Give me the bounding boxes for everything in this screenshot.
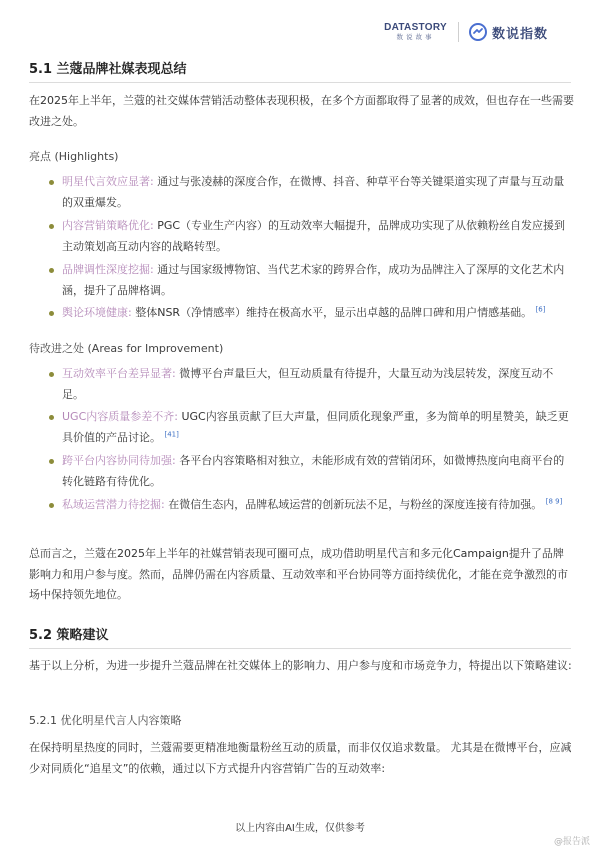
subsection-title-5-2-1: 5.2.1 优化明星代言人内容策略 xyxy=(29,714,182,727)
improvements-heading: 待改进之处 (Areas for Improvement) xyxy=(29,342,224,355)
improvement-text: 在微信生态内，品牌私域运营的创新玩法不足，与粉丝的深度连接有待加强。 xyxy=(168,498,543,511)
bullet-dot xyxy=(49,268,54,273)
subsection-paragraph: 在保持明星热度的同时，兰蔻需要更精准地衡量粉丝互动的质量，而非仅仅追求数量。 尤其是在微博平台，应减少对同质化“追星文”的依赖，通过以下方式提升内容营销广告的互动效率: xyxy=(29,741,572,775)
bullet-dot xyxy=(49,224,54,229)
highlight-text: 通过与国家级博物馆、当代艺术家的跨界合作，成功为品牌注入了深厚的文化艺术内涵，提升了品牌格调。 xyxy=(62,263,565,297)
watermark: @报告派 xyxy=(553,837,590,847)
brand-logo xyxy=(469,23,548,42)
improvement-keyword: UGC内容质量参差不齐: xyxy=(62,410,178,423)
header-divider xyxy=(458,22,459,42)
highlight-keyword: 品牌调性深度挖掘: xyxy=(62,263,154,276)
highlights-heading: 亮点 (Highlights) xyxy=(29,150,119,163)
datastory-logo xyxy=(384,22,447,42)
bullet-dot xyxy=(49,311,54,316)
intro-paragraph: 在2025年上半年，兰蔻的社交媒体营销活动整体表现积极，在多个方面都取得了显著的成效，但也存在一些需要改进之处。 xyxy=(29,94,574,128)
highlight-text: 整体NSR（净情感率）维持在极高水平，显示出卓越的品牌口碑和用户情感基础。 xyxy=(135,306,533,319)
highlight-keyword: 舆论环境健康: xyxy=(62,306,132,319)
improvement-text: 各平台内容策略相对独立，未能形成有效的营销闭环，如微博热度向电商平台的转化链路有待优化。 xyxy=(62,454,565,488)
section-title-5-2: 5.2 策略建议 xyxy=(29,628,109,643)
section-divider xyxy=(29,82,571,83)
brand-logo-icon xyxy=(469,23,487,41)
bullet-dot xyxy=(49,459,54,464)
highlight-keyword: 内容营销策略优化: xyxy=(62,219,154,232)
bullet-dot xyxy=(49,503,54,508)
improvement-text: 微博平台声量巨大，但互动质量有待提升，大量互动为浅层转发，深度互动不足。 xyxy=(62,367,554,401)
section-divider xyxy=(29,648,571,649)
datastory-logo-text: DATASTORY xyxy=(384,22,447,33)
list-item xyxy=(62,216,572,257)
list-item xyxy=(62,451,572,492)
highlight-text: 通过与张凌赫的深度合作，在微博、抖音、种草平台等关键渠道实现了声量与互动量的双重爆发。 xyxy=(62,175,565,209)
improvement-text: UGC内容虽贡献了巨大声量，但同质化现象严重，多为简单的明星赞美，缺乏更具价值的产品讨论。 xyxy=(62,410,569,444)
citation-link[interactable]: [41] xyxy=(164,429,179,438)
list-item xyxy=(62,260,572,301)
datastory-logo-sub: 数说故事 xyxy=(396,33,435,41)
list-item xyxy=(62,407,572,448)
brand-name: 数说指数 xyxy=(491,26,548,42)
improvement-keyword: 跨平台内容协同待加强: xyxy=(62,454,176,467)
bullet-dot xyxy=(49,180,54,185)
section-title-5-1: 5.1 兰蔻品牌社媒表现总结 xyxy=(29,62,187,77)
improvement-keyword: 私域运营潜力待挖掘: xyxy=(62,498,165,511)
improvement-keyword: 互动效率平台差异显著: xyxy=(62,367,176,380)
bullet-dot xyxy=(49,372,54,377)
strategy-intro-paragraph: 基于以上分析，为进一步提升兰蔻品牌在社交媒体上的影响力、用户参与度和市场竞争力，特提出以下策略建议: xyxy=(29,659,572,672)
header xyxy=(384,22,548,42)
list-item xyxy=(62,495,572,516)
highlight-keyword: 明星代言效应显著: xyxy=(62,175,154,188)
list-item xyxy=(62,172,572,213)
highlight-text: PGC（专业生产内容）的互动效率大幅提升，品牌成功实现了从依赖粉丝自发应援到主动策划高互动内容的战略转型。 xyxy=(62,219,566,253)
citation-link[interactable]: [6] xyxy=(535,305,546,314)
citation-link[interactable]: [8 9] xyxy=(545,497,563,506)
list-item xyxy=(62,303,572,324)
conclusion-paragraph: 总而言之，兰蔻在2025年上半年的社媒营销表现可圈可点，成功借助明星代言和多元化Campaign提升了品牌影响力和用户参与度。然而，品牌仍需在内容质量、互动效率和平台协同等方面持续优化，才能在竞争激烈的市场中保持领先地位。 xyxy=(29,547,568,601)
ai-disclaimer: 以上内容由AI生成，仅供参考 xyxy=(235,823,365,834)
list-item xyxy=(62,364,572,405)
bullet-dot xyxy=(49,415,54,420)
